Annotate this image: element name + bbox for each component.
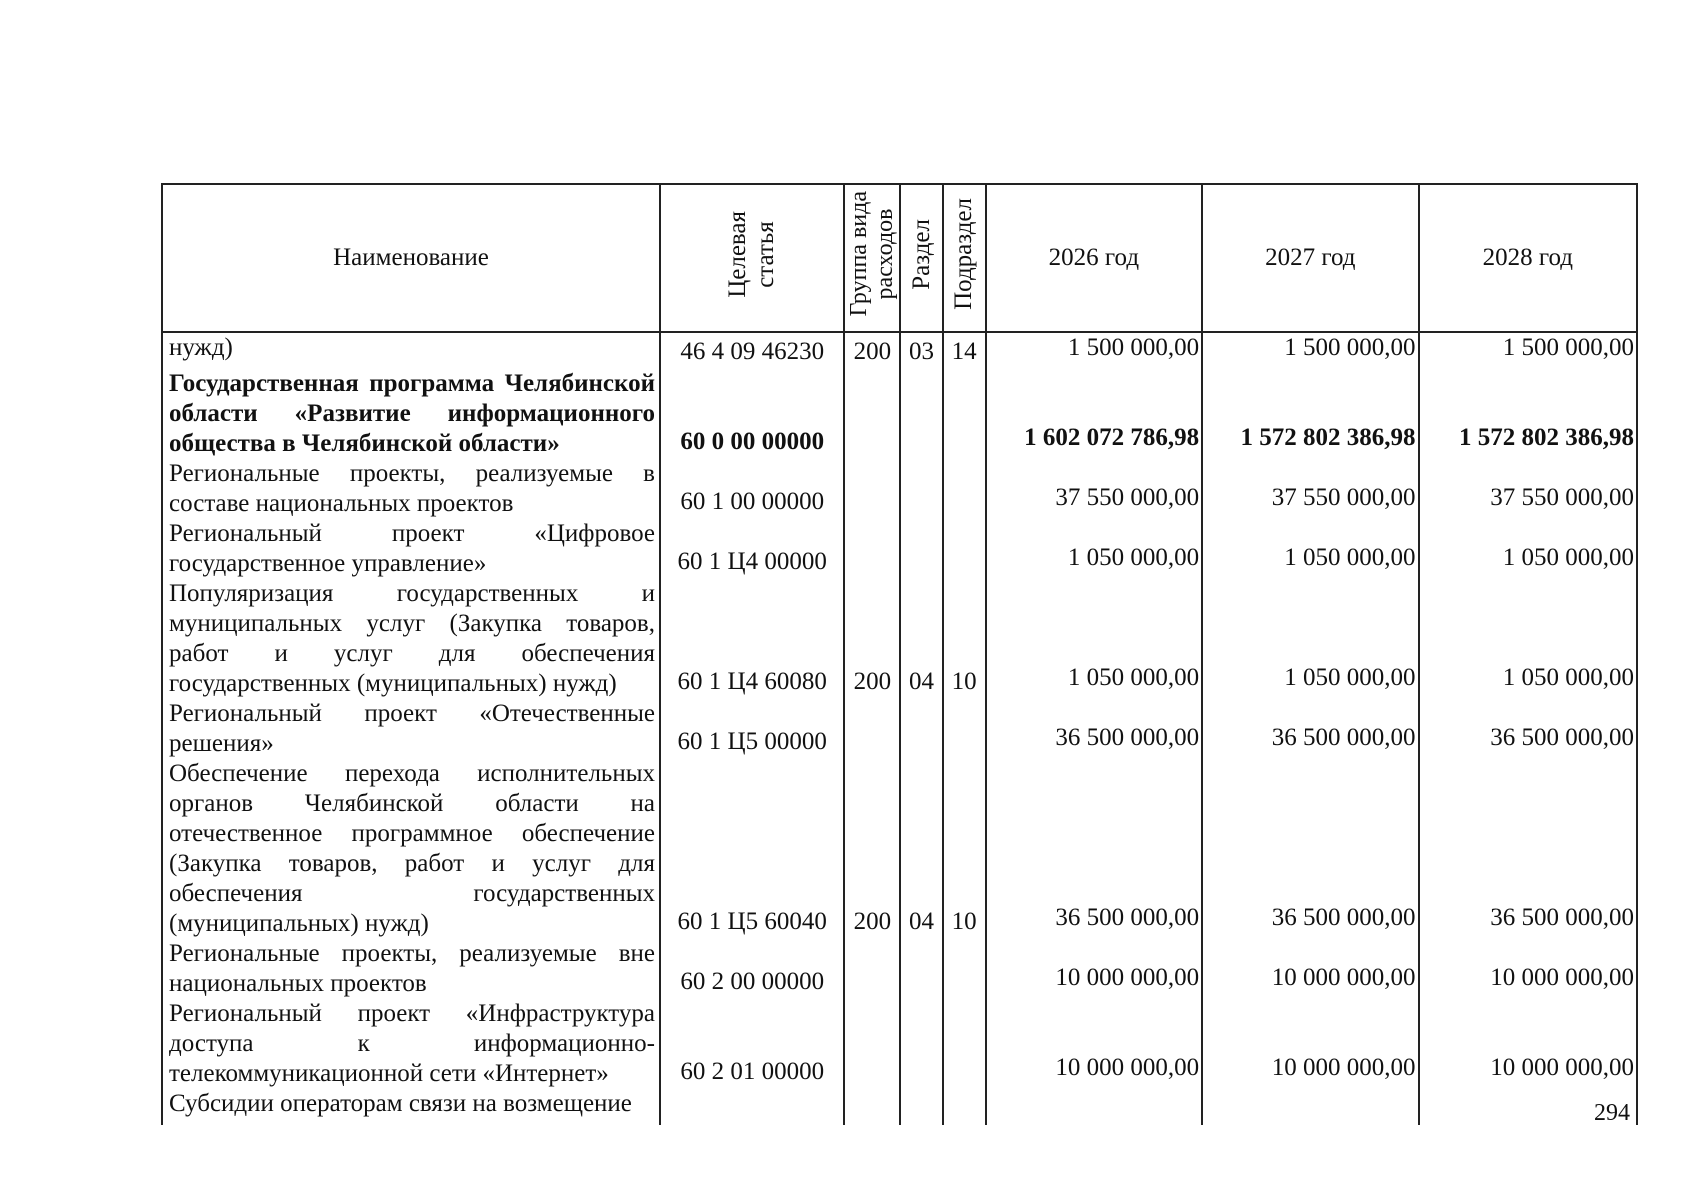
- row-section: [900, 459, 942, 519]
- row-target-article: 60 0 00 00000: [660, 369, 844, 459]
- row-expense-group: [844, 369, 900, 459]
- row-name: Региональный проект «Цифровое государственное управление»: [162, 519, 660, 579]
- row-section: [900, 369, 942, 459]
- row-target-article: [660, 1089, 844, 1125]
- row-section: [900, 519, 942, 579]
- row-name: Популяризация государственных и муниципальных услуг (Закупка товаров, работ и услуг для обеспечения государственных (муниципальных) нужд): [162, 579, 660, 699]
- table-row: [162, 999, 1637, 1089]
- row-subsection: [943, 939, 986, 999]
- row-name: Региональные проекты, реализуемые в составе национальных проектов: [162, 459, 660, 519]
- row-expense-group: 200: [844, 759, 900, 939]
- row-amount-2028: 10 000 000,00: [1419, 999, 1637, 1089]
- row-subsection: 10: [943, 759, 986, 939]
- row-amount-2026: 1 050 000,00: [986, 579, 1202, 699]
- header-year-2026: 2026 год: [986, 184, 1202, 332]
- row-target-article: 60 1 Ц5 00000: [660, 699, 844, 759]
- row-subsection: [943, 999, 986, 1089]
- header-section-label: Раздел: [907, 218, 935, 290]
- row-amount-2027: 36 500 000,00: [1202, 699, 1418, 759]
- row-amount-2027: 1 572 802 386,98: [1202, 369, 1418, 459]
- row-amount-2026: 1 500 000,00: [986, 332, 1202, 369]
- row-expense-group: [844, 999, 900, 1089]
- row-subsection: 10: [943, 579, 986, 699]
- row-amount-2026: [986, 1089, 1202, 1125]
- row-target-article: 60 2 01 00000: [660, 999, 844, 1089]
- row-amount-2028: 1 500 000,00: [1419, 332, 1637, 369]
- row-expense-group: [844, 939, 900, 999]
- row-amount-2027: 1 050 000,00: [1202, 579, 1418, 699]
- row-target-article: 60 2 00 00000: [660, 939, 844, 999]
- row-target-article: 60 1 00 00000: [660, 459, 844, 519]
- row-target-article: 46 4 09 46230: [660, 332, 844, 369]
- row-section: [900, 1089, 942, 1125]
- row-amount-2026: 36 500 000,00: [986, 759, 1202, 939]
- row-subsection: 14: [943, 332, 986, 369]
- row-amount-2027: 36 500 000,00: [1202, 759, 1418, 939]
- header-target-article: [660, 184, 844, 332]
- header-section: [900, 184, 942, 332]
- row-amount-2026: 36 500 000,00: [986, 699, 1202, 759]
- row-amount-2028: 1 050 000,00: [1419, 519, 1637, 579]
- table-row: [162, 699, 1637, 759]
- row-amount-2027: 1 050 000,00: [1202, 519, 1418, 579]
- row-subsection: [943, 459, 986, 519]
- table-body: [162, 332, 1637, 1125]
- row-name: Государственная программа Челябинской области «Развитие информационного общества в Челябинской области»: [162, 369, 660, 459]
- row-subsection: [943, 369, 986, 459]
- table-row: [162, 579, 1637, 699]
- row-amount-2028: 37 550 000,00: [1419, 459, 1637, 519]
- table-row: [162, 1089, 1637, 1125]
- row-subsection: [943, 699, 986, 759]
- row-amount-2028: 1 050 000,00: [1419, 579, 1637, 699]
- header-subsection-label: Подраздел: [950, 198, 978, 310]
- row-amount-2028: 1 572 802 386,98: [1419, 369, 1637, 459]
- row-name: Региональный проект «Инфраструктура доступа к информационно-телекоммуникационной сети «Интернет»: [162, 999, 660, 1089]
- row-amount-2026: 1 050 000,00: [986, 519, 1202, 579]
- row-amount-2027: 10 000 000,00: [1202, 999, 1418, 1089]
- header-year-2027: 2027 год: [1202, 184, 1418, 332]
- table-row: [162, 332, 1637, 369]
- row-subsection: [943, 519, 986, 579]
- header-subsection: [943, 184, 986, 332]
- row-expense-group: 200: [844, 579, 900, 699]
- table-row: [162, 939, 1637, 999]
- row-name: Субсидии операторам связи на возмещение: [162, 1089, 660, 1125]
- row-target-article: 60 1 Ц4 00000: [660, 519, 844, 579]
- table-row: [162, 519, 1637, 579]
- header-expense-group: [844, 184, 900, 332]
- row-section: [900, 939, 942, 999]
- row-amount-2028: 36 500 000,00: [1419, 759, 1637, 939]
- row-expense-group: [844, 459, 900, 519]
- row-section: 04: [900, 579, 942, 699]
- table-row: [162, 369, 1637, 459]
- row-amount-2028: 36 500 000,00: [1419, 699, 1637, 759]
- header-target-article-label: Целевая статья: [724, 210, 780, 298]
- row-amount-2028: 10 000 000,00: [1419, 939, 1637, 999]
- row-amount-2026: 10 000 000,00: [986, 999, 1202, 1089]
- row-name: Обеспечение перехода исполнительных органов Челябинской области на отечественное программное обеспечение (Закупка товаров, работ и услуг для обеспечения государственных (муниципальных) нужд): [162, 759, 660, 939]
- row-amount-2026: 10 000 000,00: [986, 939, 1202, 999]
- row-subsection: [943, 1089, 986, 1125]
- row-target-article: 60 1 Ц4 60080: [660, 579, 844, 699]
- table-row: [162, 459, 1637, 519]
- row-expense-group: [844, 1089, 900, 1125]
- row-section: [900, 699, 942, 759]
- row-amount-2026: 37 550 000,00: [986, 459, 1202, 519]
- row-name: Региональные проекты, реализуемые вне национальных проектов: [162, 939, 660, 999]
- row-amount-2027: [1202, 1089, 1418, 1125]
- row-amount-2027: 10 000 000,00: [1202, 939, 1418, 999]
- row-name: Региональный проект «Отечественные решения»: [162, 699, 660, 759]
- page-number: 294: [1594, 1100, 1630, 1126]
- row-name: нужд): [162, 332, 660, 369]
- row-target-article: 60 1 Ц5 60040: [660, 759, 844, 939]
- row-expense-group: [844, 519, 900, 579]
- row-amount-2027: 1 500 000,00: [1202, 332, 1418, 369]
- table-row: [162, 759, 1637, 939]
- row-amount-2027: 37 550 000,00: [1202, 459, 1418, 519]
- row-amount-2026: 1 602 072 786,98: [986, 369, 1202, 459]
- budget-table: [161, 183, 1638, 1125]
- header-name: Наименование: [162, 184, 660, 332]
- row-section: 03: [900, 332, 942, 369]
- row-expense-group: 200: [844, 332, 900, 369]
- row-expense-group: [844, 699, 900, 759]
- header-expense-group-label: Группа вида расходов: [846, 191, 899, 317]
- header-year-2028: 2028 год: [1419, 184, 1637, 332]
- row-section: [900, 999, 942, 1089]
- row-section: 04: [900, 759, 942, 939]
- table-header: [162, 184, 1637, 332]
